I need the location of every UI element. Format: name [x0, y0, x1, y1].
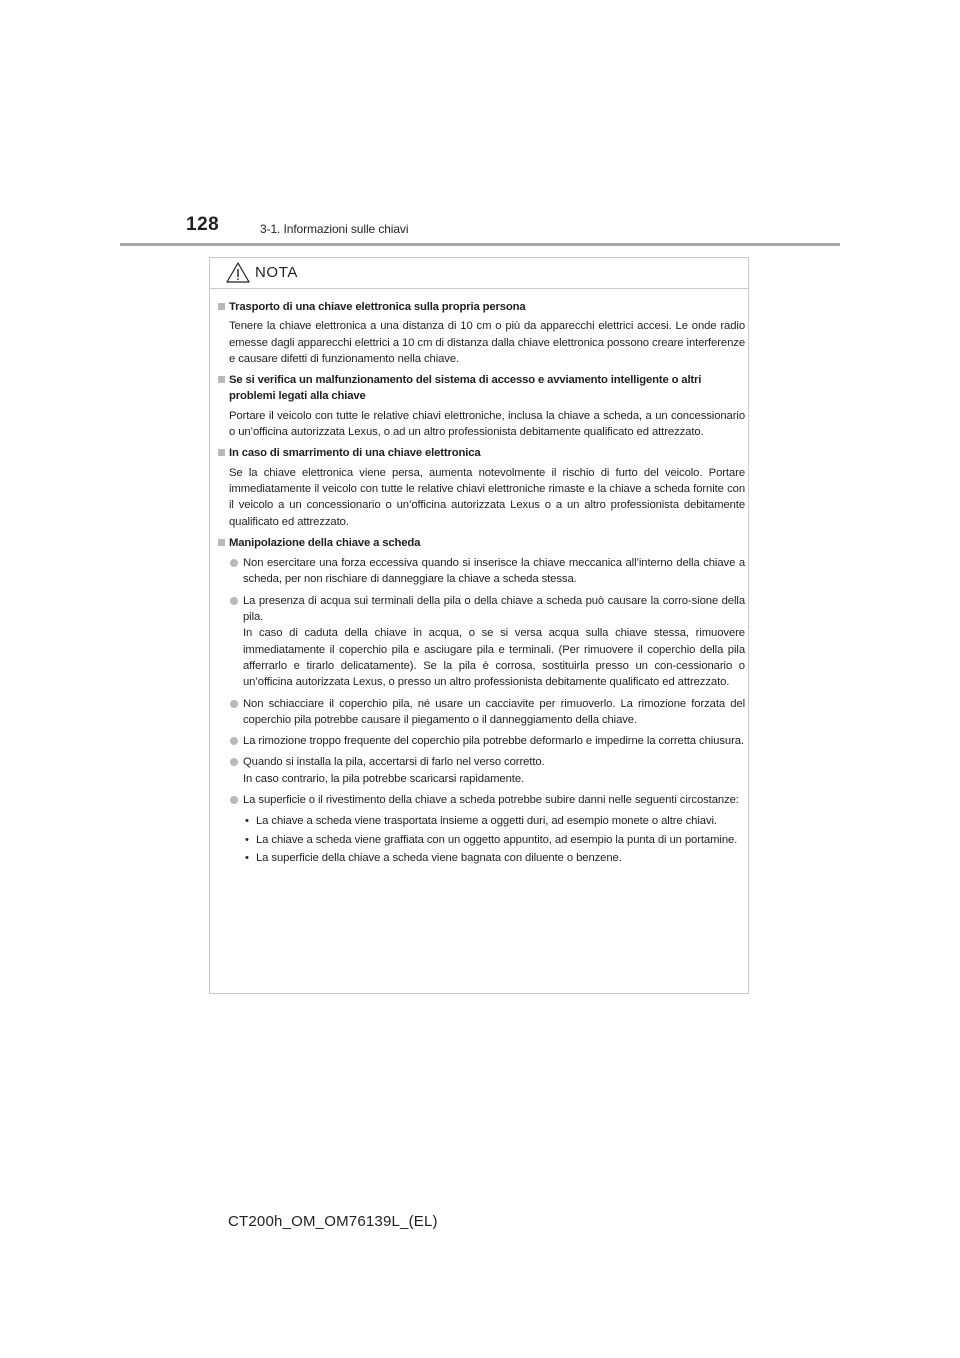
sub-item: La superficie o il rivestimento della chiave a scheda potrebbe subire danni nelle seguenti circostanze: [218, 792, 745, 808]
note-header [210, 258, 748, 289]
note-item-card-key [218, 535, 745, 866]
list-item: • La superficie della chiave a scheda viene bagnata con diluente o benzene. [218, 850, 745, 866]
sub-item: La presenza di acqua sui terminali della pila o della chiave a scheda può causare la corro-sione della pila. In caso di caduta della chiave in acqua, o se si versa acqua sulla chiave stessa, rimuovere immediatamente il coperchio pila e asciugare pila e terminali. (Per rimuovere il coperchio della pila afferrarlo e tirarlo delicatamente). Se la pila è corrosa, sostituirla presso un con-cessionario o un’officina autorizzata Lexus, o presso un altro professionista debitamente qualificato ed attrezzato. [218, 593, 745, 691]
section-title: 3-1. Informazioni sulle chiavi [260, 222, 409, 236]
sub-item: Non esercitare una forza eccessiva quando si inserisce la chiave meccanica all’interno della chiave a scheda, per non rischiare di danneggiare la chiave a scheda stessa. [218, 555, 745, 588]
sub-item: Non schiacciare il coperchio pila, né usare un cacciavite per rimuoverlo. La rimozione forzata del coperchio pila potrebbe causare il piegamento o il danneggiamento della chiave. [218, 696, 745, 729]
item-text: Se la chiave elettronica viene persa, aumenta notevolmente il rischio di furto del veicolo. Portare immediatamente il veicolo con tutte le relative chiavi elettroniche rimaste e la chiave a scheda fornite con il veicolo a un concessionario o un’officina autorizzata Lexus o a un altro professionista debitamente qualificato ed attrezzato. [229, 466, 745, 528]
circle-bullet-icon [230, 796, 238, 804]
warning-triangle-icon [226, 262, 250, 283]
item-title: In caso di smarrimento di una chiave elettronica [229, 447, 481, 460]
bullet-mark: • [245, 833, 249, 846]
square-bullet-icon [218, 303, 225, 310]
circle-bullet-icon [230, 559, 238, 567]
list-item: • La chiave a scheda viene trasportata insieme a oggetti duri, ad esempio monete o altre chiavi. [218, 813, 745, 829]
bullet-mark: • [245, 851, 249, 864]
circle-bullet-icon [230, 700, 238, 708]
document-code: CT200h_OM_OM76139L_(EL) [228, 1213, 438, 1230]
list-item: • La chiave a scheda viene graffiata con un oggetto appuntito, ad esempio la punta di un portamine. [218, 832, 745, 848]
note-item-malfunction [218, 372, 745, 440]
item-text: Tenere la chiave elettronica a una distanza di 10 cm o più da apparecchi elettrici accesi. Le onde radio emesse dagli apparecchi elettrici a 10 cm di distanza dalla chiave elettronica possono creare interferenze e causare difetti di funzionamento nella chiave. [229, 320, 745, 365]
note-title: NOTA [255, 264, 298, 281]
page-header [0, 0, 960, 250]
note-item-transport [218, 299, 745, 367]
note-box [209, 257, 749, 994]
square-bullet-icon [218, 376, 225, 383]
note-item-lost-key [218, 445, 745, 529]
circle-bullet-icon [230, 737, 238, 745]
bullet-mark: • [245, 815, 249, 828]
item-title: Manipolazione della chiave a scheda [229, 536, 421, 549]
note-body [218, 299, 745, 871]
header-rule [120, 243, 840, 246]
item-title: Trasporto di una chiave elettronica sulla propria persona [229, 301, 526, 313]
page-number: 128 [186, 214, 220, 235]
square-bullet-icon [218, 449, 225, 456]
circle-bullet-icon [230, 597, 238, 605]
item-text: Portare il veicolo con tutte le relative chiavi elettroniche, inclusa la chiave a scheda, a un concessionario o un’officina autorizzata Lexus, o ad un altro professionista debitamente qualificato ed attrezzato. [229, 409, 745, 439]
circle-bullet-icon [230, 758, 238, 766]
item-title: Se si verifica un malfunzionamento del sistema di accesso e avviamento intelligente o altri problemi legati alla chiave [229, 374, 702, 403]
square-bullet-icon [218, 539, 225, 546]
sub-item: La rimozione troppo frequente del coperchio pila potrebbe deformarlo e impedirne la corretta chiusura. [218, 733, 745, 749]
sub-item: Quando si installa la pila, accertarsi di farlo nel verso corretto. In caso contrario, la pila potrebbe scaricarsi rapidamente. [218, 754, 745, 787]
